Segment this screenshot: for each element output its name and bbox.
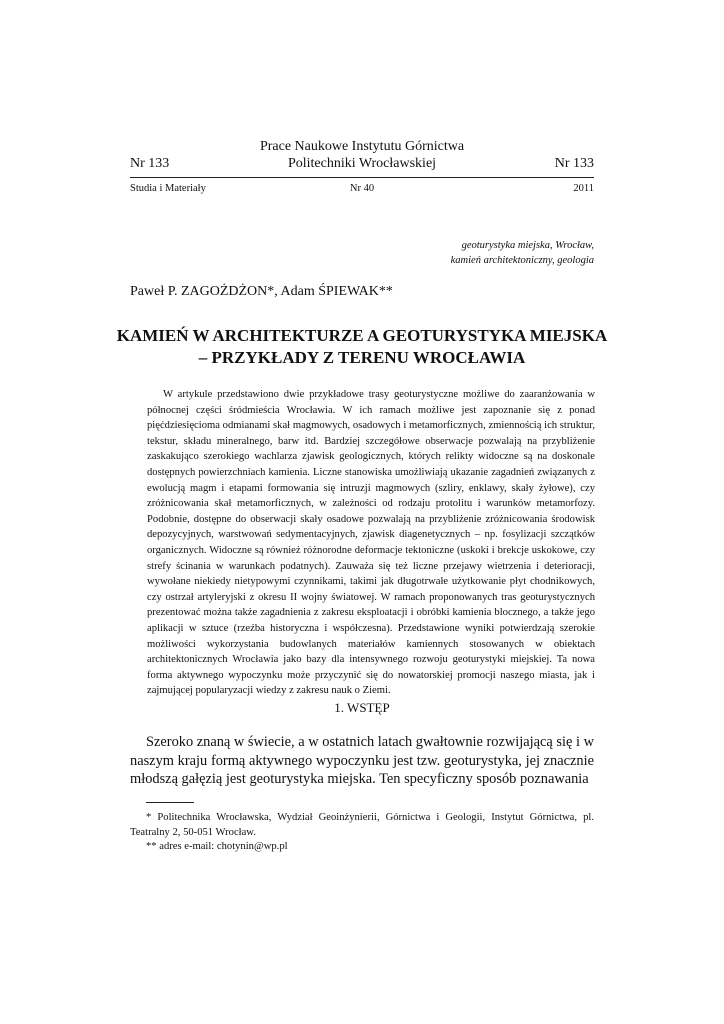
subseries-label: Studia i Materiały	[130, 183, 206, 194]
keywords	[294, 238, 594, 268]
footnote-affiliation: * Politechnika Wrocławska, Wydział Geoinżynierii, Górnictwa i Geologii, Instytut Górnictwa, pl. Teatralny 2, 50-051 Wrocław.	[130, 812, 594, 838]
abstract: W artykule przedstawiono dwie przykładowe trasy geoturystyczne możliwe do zaaranżowania w północnej części śródmieścia Wrocławia. W ich ramach możliwe jest zapoznanie się z ponad pięćdziesięcioma odmianami skał magmowych, osadowych i metamorficznych, zmiennością ich struktur, tekstur, składu mineralnego, barw itd. Bardziej szczegółowe obserwacje pozwalają na przybliżenie zaskakująco szerokiego wachlarza zjawisk geologicznych, których relikty widoczne są na doskonale dostępnych powierzchniach kamienia. Liczne stanowiska umożliwiają ukazanie zagadnień związanych z ewolucją magm i etapami formowania się intruzji magmowych (szliry, enklawy, skały żyłowe), czy zróżnicowania skał metamorficznych, w zależności od rodzaju protolitu i warunków metamorfozy. Podobnie, dostępne do obserwacji skały osadowe pozwalają na przybliżenie zróżnicowania środowisk depozycyjnych, warstwowań sedymentacyjnych, zjawisk diagenetycznych – np. fosylizacji szczątków organicznych. Widoczne są również różnorodne deformacje tektoniczne (uskoki i brekcje uskokowe, czy strefy ścinania w warunkach podatnych). Zauważa się też liczne przejawy wietrzenia i deterioracji, wywołane niekiedy nietypowymi czynnikami, takimi jak długotrwałe użytkowanie płyt chodnikowych, czy ostrzał artyleryjski z okresu II wojny światowej. W ramach proponowanych tras geoturystycznych prezentować można także zagadnienia z zakresu eksploatacji i obróbki kamienia blocznego, a także jego aplikacji w sztuce (rzeźba historyczna i współczesna). Przedstawione wyniki potwierdzają szerokie możliwości wykorzystania budowlanych materiałów kamiennych stosowanych w obiektach architektonicznych Wrocławia jako bazy dla intensywnego rozwoju geoturystyki miejskiej. Ta nowa forma aktywnego wypoczynku może przyczynić się do nowatorskiej promocji naszego miasta, jak i zajmującej popularyzacji wiedzy z zakresu nauk o Ziemi.	[147, 389, 595, 697]
publication-year: 2011	[573, 183, 594, 194]
paper-title	[90, 325, 634, 369]
authors: Paweł P. ZAGOŻDŻON*, Adam ŚPIEWAK**	[130, 284, 393, 299]
keywords-line2: kamień architektoniczny, geologia	[450, 255, 594, 266]
footnotes	[130, 811, 594, 855]
section-heading: 1. WSTĘP	[334, 700, 390, 715]
issue-number: Nr 40	[349, 183, 375, 194]
keywords-line1: geoturystyka miejska, Wrocław,	[461, 240, 594, 251]
title-line1: KAMIEŃ W ARCHITEKTURZE A GEOTURYSTYKA MIEJSKA	[116, 326, 608, 345]
footnote-rule	[146, 802, 194, 803]
title-line2: – PRZYKŁADY Z TERENU WROCŁAWIA	[198, 348, 526, 367]
header-rule	[130, 177, 594, 178]
series-title-line2: Politechniki Wrocławskiej	[287, 156, 437, 171]
series-title-line1: Prace Naukowe Instytutu Górnictwa	[259, 139, 465, 154]
footnote-email: ** adres e-mail: chotynin@wp.pl	[146, 841, 288, 852]
number-left: Nr 133	[130, 156, 170, 171]
body-paragraph: Szeroko znaną w świecie, a w ostatnich latach gwałtownie rozwijającą się i w naszym kraju formą aktywnego wypoczynku jest tzw. geoturystyka, jej znacznie młodszą gałęzią jest geoturystyka miejska. Ten specyficzny sposób poznawania	[130, 734, 594, 787]
number-right: Nr 133	[554, 156, 594, 171]
